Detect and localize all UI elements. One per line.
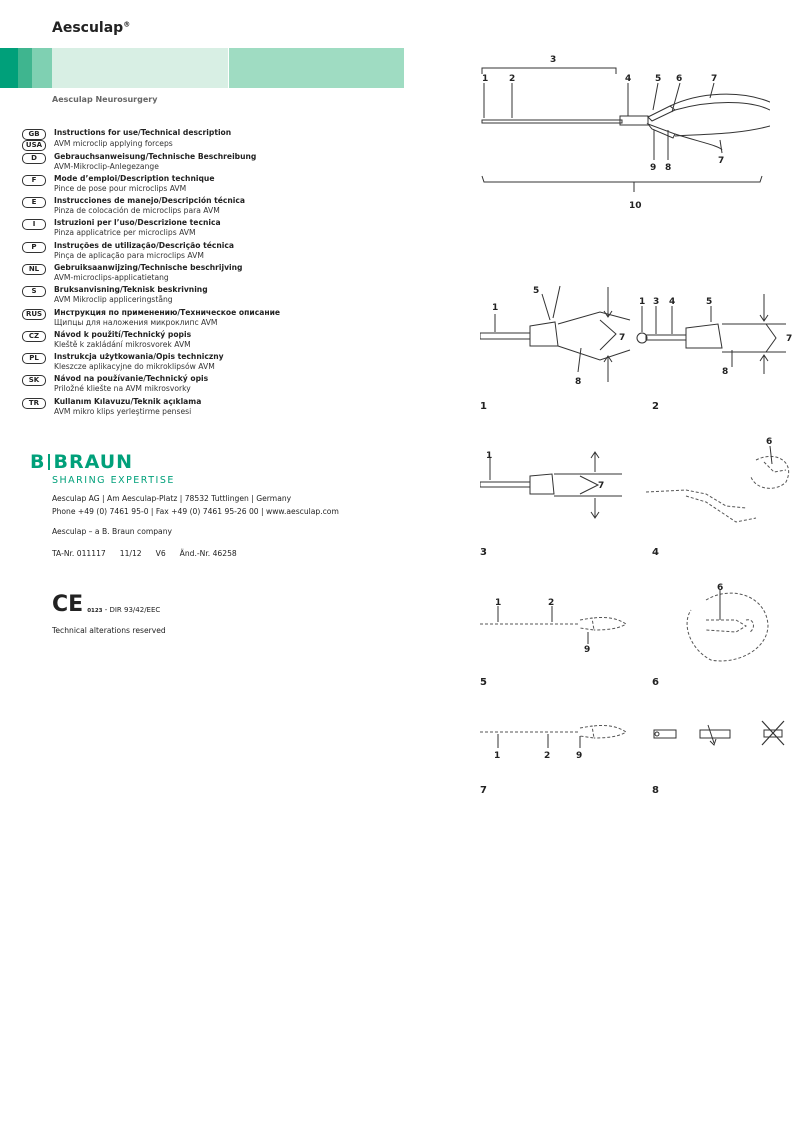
language-text (54, 152, 256, 172)
language-title: Instruções de utilização/Descrição técnica (54, 240, 235, 250)
figure-4-label: 4 (652, 547, 659, 558)
fig1-callout-1: 1 (492, 303, 499, 313)
fig7-callout-2: 2 (544, 751, 551, 761)
language-product-name: AVM-microclips-applicatietang (54, 272, 169, 282)
language-text (54, 174, 214, 194)
callout-2: 2 (509, 74, 516, 84)
instrument-overview-drawing (470, 50, 770, 220)
contact-line: Phone +49 (0) 7461 95-0 | Fax +49 (0) 7461 95-26 00 | www.aesculap.com (52, 507, 339, 516)
callout-7-top: 7 (711, 74, 718, 84)
logo-wordmark (30, 451, 175, 473)
language-list (22, 128, 402, 419)
language-code-badge: SK (22, 375, 46, 386)
figure-4-drawing (646, 432, 796, 532)
language-row-f (22, 174, 402, 196)
language-text (54, 352, 224, 372)
language-title: Gebruiksaanwijzing/Technische beschrijving (54, 262, 243, 272)
ce-marking (52, 594, 160, 616)
language-code-badge: USA (22, 140, 46, 151)
language-title: Mode d’emploi/Description technique (54, 173, 215, 183)
logo-tagline: SHARING EXPERTISE (52, 475, 175, 486)
language-product-name: Щипцы для наложения микроклипс AVM (54, 317, 218, 327)
language-code-badge: F (22, 175, 46, 186)
fig2-callout-4: 4 (669, 297, 676, 307)
callout-8: 8 (665, 163, 672, 173)
language-row-i (22, 218, 402, 240)
fig5-callout-1: 1 (495, 598, 502, 608)
fig4-callout-6: 6 (766, 437, 773, 447)
language-product-name: Priložné kliešte na AVM mikrosvorky (54, 384, 191, 394)
fig7-callout-1: 1 (494, 751, 501, 761)
language-code-badge: NL (22, 264, 46, 275)
figure-1-label: 1 (480, 401, 487, 412)
callout-3: 3 (550, 55, 557, 65)
fig6-callout-6: 6 (717, 583, 724, 593)
fig1-callout-7: 7 (619, 333, 626, 343)
language-title: Instrukcja użytkowania/Opis techniczny (54, 352, 224, 362)
fig2-callout-1: 1 (639, 297, 646, 307)
fig3-callout-7: 7 (598, 481, 605, 491)
language-row-d (22, 152, 402, 174)
figure-5-label: 5 (480, 677, 487, 688)
product-line: Aesculap Neurosurgery (52, 95, 158, 104)
language-title: Bruksanvisning/Teknisk beskrivning (54, 285, 208, 295)
doc-version: V6 (155, 549, 166, 558)
language-title: Gebrauchsanweisung/Technische Beschreibung (54, 151, 257, 161)
header-color-band (0, 48, 404, 88)
language-product-name: Pinça de aplicação para microclips AVM (54, 250, 204, 260)
fig2-callout-8: 8 (722, 367, 729, 377)
ce-icon: CE (52, 592, 84, 617)
logo-prefix: B (30, 451, 46, 473)
language-row-usa (22, 139, 402, 152)
language-product-name: AVM mikro klips yerleştirme pensesi (54, 406, 192, 416)
language-text (54, 139, 173, 149)
ta-number: TA-Nr. 011117 (52, 549, 106, 558)
callout-5: 5 (655, 74, 662, 84)
figure-6-drawing (676, 580, 786, 670)
language-row-cz (22, 330, 402, 352)
figure-8-drawing (652, 715, 792, 755)
language-text (54, 330, 191, 350)
fig3-callout-1: 1 (486, 451, 493, 461)
language-product-name: Pinza applicatrice per microclips AVM (54, 228, 196, 238)
company-line: Aesculap – a B. Braun company (52, 527, 173, 536)
language-code-badge: I (22, 219, 46, 230)
ce-directive-text (87, 606, 160, 614)
language-title: Instructions for use/Technical description (54, 128, 232, 137)
language-code-badge: S (22, 286, 46, 297)
fig1-callout-5: 5 (533, 286, 540, 296)
logo-name: BRAUN (53, 451, 134, 473)
figure-2-drawing (636, 292, 796, 387)
language-product-name: AVM-Mikroclip-Anlegezange (54, 161, 159, 171)
callout-6: 6 (676, 74, 683, 84)
fig2-callout-3: 3 (653, 297, 660, 307)
brand-registered-mark: ® (123, 20, 131, 29)
language-product-name: AVM microclip applying forceps (54, 139, 173, 148)
address-block (52, 492, 339, 518)
language-title: Návod k použití/Technický popis (54, 329, 192, 339)
technical-note: Technical alterations reserved (52, 626, 166, 635)
language-text (54, 241, 234, 261)
fig2-callout-7: 7 (786, 334, 793, 344)
ce-directive: - DIR 93/42/EEC (102, 606, 161, 614)
language-text (54, 218, 221, 238)
language-code-badge: GB (22, 129, 46, 140)
language-row-gb (22, 128, 402, 139)
language-title: Kullanım Kılavuzu/Teknik açıklama (54, 396, 202, 406)
language-text (54, 128, 231, 138)
figure-7-label: 7 (480, 785, 487, 796)
language-title: Istruzioni per l’uso/Descrizione tecnica (54, 218, 221, 228)
brand-title (52, 20, 130, 36)
language-product-name: Pinza de colocación de microclips para AVM (54, 206, 220, 216)
language-product-name: Kleszcze aplikacyjne do mikroklipsów AVM (54, 362, 215, 372)
language-code-badge: D (22, 153, 46, 164)
language-text (54, 397, 201, 417)
language-row-rus (22, 308, 402, 330)
fig7-callout-9: 9 (576, 751, 583, 761)
language-text (54, 308, 280, 328)
language-product-name: Pince de pose pour microclips AVM (54, 183, 187, 193)
language-product-name: AVM Mikroclip appliceringstång (54, 295, 173, 305)
figure-5-drawing (480, 596, 640, 656)
language-text (54, 263, 242, 283)
language-title: Instrucciones de manejo/Descripción técnica (54, 196, 246, 206)
language-row-sk (22, 374, 402, 396)
figure-3-drawing (480, 448, 640, 528)
callout-9: 9 (650, 163, 657, 173)
language-title: Návod na používanie/Technický opis (54, 374, 209, 384)
language-code-badge: PL (22, 353, 46, 364)
language-row-nl (22, 263, 402, 285)
language-code-badge: P (22, 242, 46, 253)
ce-notified-body: 0123 (87, 608, 103, 614)
fig5-callout-9: 9 (584, 645, 591, 655)
fig5-callout-2: 2 (548, 598, 555, 608)
figure-3-label: 3 (480, 547, 487, 558)
brand-name: Aesculap (52, 20, 124, 36)
callout-10: 10 (629, 201, 642, 211)
doc-date: 11/12 (119, 549, 142, 558)
callout-1: 1 (482, 74, 489, 84)
address-line: Aesculap AG | Am Aesculap-Platz | 78532 Tuttlingen | Germany (52, 494, 292, 503)
language-text (54, 285, 208, 305)
language-text (54, 374, 208, 394)
fig1-callout-8: 8 (575, 377, 582, 387)
language-code-badge: TR (22, 398, 46, 409)
figure-8-label: 8 (652, 785, 659, 796)
language-row-p (22, 241, 402, 263)
logo-divider (48, 454, 50, 470)
callout-7-bottom: 7 (718, 156, 725, 166)
language-code-badge: CZ (22, 331, 46, 342)
language-row-pl (22, 352, 402, 374)
language-text (54, 196, 245, 216)
figure-1-drawing (480, 282, 640, 387)
figure-7-drawing (480, 718, 640, 763)
callout-4: 4 (625, 74, 632, 84)
language-row-s (22, 285, 402, 307)
language-code-badge: E (22, 197, 46, 208)
language-product-name: Kleště k zakládání mikrosvorek AVM (54, 339, 191, 349)
language-code-badge: RUS (22, 309, 46, 320)
figure-2-label: 2 (652, 401, 659, 412)
bbraun-logo (30, 451, 175, 486)
language-title: Инструкция по применению/Техническое описание (54, 307, 281, 317)
language-row-e (22, 196, 402, 218)
language-row-tr (22, 397, 402, 419)
document-info (52, 549, 237, 558)
fig2-callout-5: 5 (706, 297, 713, 307)
figure-6-label: 6 (652, 677, 659, 688)
change-number: Änd.-Nr. 46258 (179, 549, 237, 558)
